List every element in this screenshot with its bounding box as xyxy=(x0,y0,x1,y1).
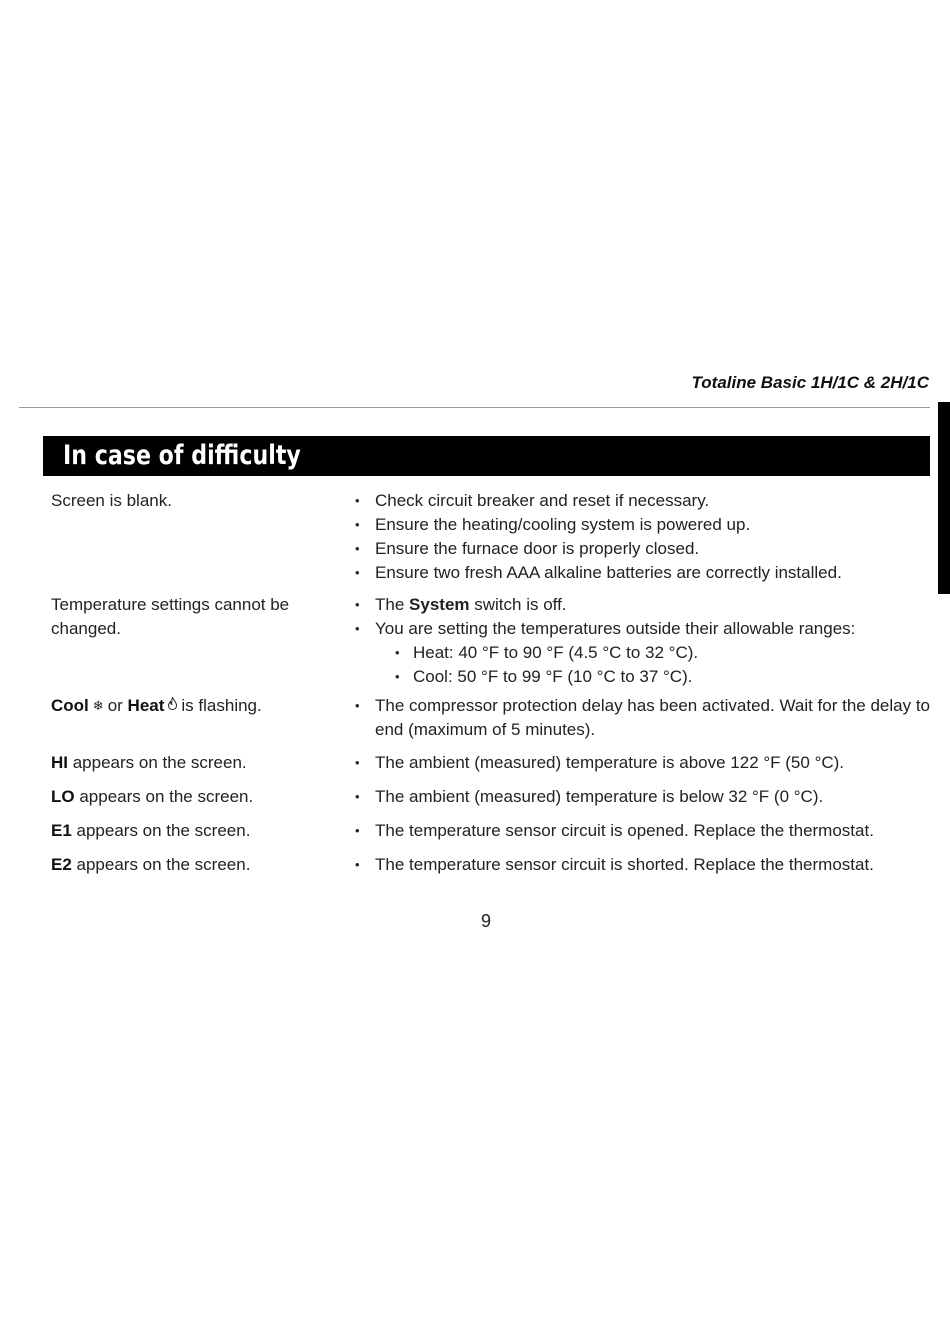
cool-label: Cool xyxy=(51,696,89,715)
solution-list xyxy=(355,853,935,877)
solution-item: • Check circuit breaker and reset if necessary. xyxy=(355,489,935,513)
solution-item xyxy=(355,593,935,617)
section-banner xyxy=(43,436,930,476)
condition-description: appears on the screen. xyxy=(71,855,251,874)
solution-item: • Ensure two fresh AAA alkaline batteries are correctly installed. xyxy=(355,561,935,585)
condition-text xyxy=(51,819,331,843)
error-code: E2 xyxy=(51,855,72,874)
condition-text xyxy=(51,751,331,775)
heat-label: Heat xyxy=(127,696,165,715)
condition-text xyxy=(51,853,331,877)
solution-list xyxy=(355,751,935,775)
solution-list xyxy=(355,819,935,843)
solution-subitem: • Heat: 40 °F to 90 °F (4.5 °C to 32 °C). xyxy=(355,641,935,665)
condition-description: appears on the screen. xyxy=(71,821,251,840)
or-text: or xyxy=(107,696,123,715)
solution-list xyxy=(355,593,935,689)
solution-item: • The ambient (measured) temperature is above 122 °F (50 °C). xyxy=(355,751,935,775)
solution-item: • Ensure the furnace door is properly closed. xyxy=(355,537,935,561)
solution-item: • The ambient (measured) temperature is below 32 °F (0 °C). xyxy=(355,785,935,809)
solution-subitem: • Cool: 50 °F to 99 °F (10 °C to 37 °C). xyxy=(355,665,935,689)
solution-item: • The temperature sensor circuit is shorted. Replace the thermostat. xyxy=(355,853,935,877)
solution-text: The xyxy=(375,595,410,614)
condition-text: Screen is blank. xyxy=(51,491,172,510)
solution-list xyxy=(355,785,935,809)
condition-text xyxy=(51,694,331,718)
condition-description: appears on the screen. xyxy=(74,787,254,806)
solution-item: • Ensure the heating/cooling system is powered up. xyxy=(355,513,935,537)
error-code: LO xyxy=(51,787,75,806)
solution-list xyxy=(355,489,935,585)
solution-item: • The compressor protection delay has been activated. Wait for the delay to end (maximum of 5 minutes). xyxy=(355,694,935,742)
system-switch-label: System xyxy=(409,595,470,614)
solution-text: switch is off. xyxy=(469,595,567,614)
solution-list xyxy=(355,694,935,742)
condition-text xyxy=(51,785,331,809)
section-edge-tab xyxy=(938,402,950,594)
condition-description: appears on the screen. xyxy=(68,753,247,772)
snowflake-icon: ❄ xyxy=(92,698,104,713)
flame-icon xyxy=(168,698,177,713)
error-code: E1 xyxy=(51,821,72,840)
condition-text: Temperature settings cannot be changed. xyxy=(51,595,290,638)
page-number: 9 xyxy=(481,911,492,931)
section-title: In case of difficulty xyxy=(63,440,301,471)
flashing-text: is flashing. xyxy=(181,696,262,715)
solution-item: • You are setting the temperatures outside their allowable ranges: xyxy=(355,617,935,641)
header-divider xyxy=(19,407,930,408)
document-header-title: Totaline Basic 1H/1C & 2H/1C xyxy=(691,373,929,392)
error-code: HI xyxy=(51,753,68,772)
solution-item: • The temperature sensor circuit is opened. Replace the thermostat. xyxy=(355,819,935,843)
